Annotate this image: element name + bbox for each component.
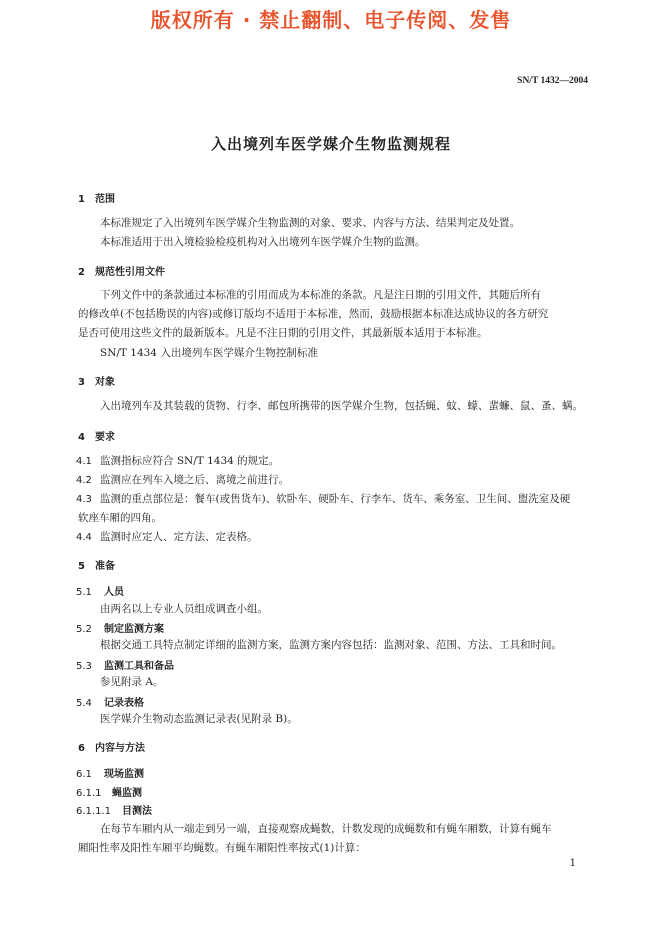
page-number: 1 bbox=[569, 858, 576, 869]
section-number: 3 bbox=[78, 377, 85, 388]
clause-text: 监测时应定人、定方法、定表格。 bbox=[100, 531, 258, 543]
section-title: 对象 bbox=[95, 377, 115, 388]
paragraph-line: 的修改单(不包括勘误的内容)或修订版均不适用于本标准，然而，鼓励根据本标准达成协议的各方研究 bbox=[78, 308, 549, 320]
paragraph-line: 厢阳性率及阳性车厢平均蝇数。有蝇车厢阳性率按式(1)计算： bbox=[78, 842, 366, 854]
clause-4-4 bbox=[76, 529, 258, 544]
clause-number: 4.4 bbox=[76, 532, 92, 543]
clause-number: 6.1.1.1 bbox=[76, 806, 111, 817]
document-title: 入出境列车医学媒介生物监测规程 bbox=[210, 135, 451, 153]
section-number: 4 bbox=[78, 432, 85, 443]
section-number: 1 bbox=[78, 194, 85, 205]
section-title: 内容与方法 bbox=[95, 743, 145, 754]
section-1-heading bbox=[78, 190, 115, 205]
section-4-heading bbox=[78, 428, 115, 443]
clause-5-1-heading bbox=[76, 583, 124, 598]
clause-title: 制定监测方案 bbox=[104, 624, 164, 635]
section-2-heading bbox=[78, 263, 165, 278]
clause-number: 5.3 bbox=[76, 661, 92, 672]
paragraph: 参见附录 A。 bbox=[100, 676, 164, 688]
clause-text: 监测的重点部位是：餐车(或售货车)、软卧车、硬卧车、行李车、货车、乘务室、卫生间、盥洗室及硬 bbox=[100, 493, 571, 505]
clause-title: 监测工具和备品 bbox=[104, 661, 174, 672]
clause-text: 监测应在列车入境之后、离境之前进行。 bbox=[100, 474, 289, 486]
section-title: 准备 bbox=[95, 561, 115, 572]
section-title: 规范性引用文件 bbox=[95, 267, 165, 278]
clause-number: 5.2 bbox=[76, 624, 92, 635]
section-title: 要求 bbox=[95, 432, 115, 443]
clause-number: 5.4 bbox=[76, 698, 92, 709]
standard-number: SN/T 1432—2004 bbox=[517, 76, 588, 86]
paragraph: 由两名以上专业人员组成调查小组。 bbox=[100, 603, 268, 615]
paragraph-line: 下列文件中的条款通过本标准的引用而成为本标准的条款。凡是注日期的引用文件，其随后所有 bbox=[100, 289, 541, 301]
clause-title: 记录表格 bbox=[104, 698, 144, 709]
clause-text: 监测指标应符合 SN/T 1434 的规定。 bbox=[100, 455, 280, 467]
section-3-heading bbox=[78, 373, 115, 388]
section-6-heading bbox=[78, 739, 145, 754]
section-number: 5 bbox=[78, 561, 85, 572]
paragraph: 医学媒介生物动态监测记录表(见附录 B)。 bbox=[100, 713, 298, 725]
clause-4-2 bbox=[76, 472, 289, 487]
copyright-banner: 版权所有 · 禁止翻制、电子传阅、发售 bbox=[150, 8, 512, 32]
section-title: 范围 bbox=[95, 194, 115, 205]
clause-number: 6.1.1 bbox=[76, 788, 102, 799]
normative-reference: SN/T 1434 入出境列车医学媒介生物控制标准 bbox=[100, 347, 318, 359]
paragraph-line: 在每节车厢内从一端走到另一端，直接观察成蝇数，计数发现的成蝇数和有蝇车厢数，计算有蝇车 bbox=[100, 823, 552, 835]
clause-number: 4.1 bbox=[76, 456, 92, 467]
section-number: 6 bbox=[78, 743, 85, 754]
clause-6-1-heading bbox=[76, 765, 144, 780]
clause-title: 现场监测 bbox=[104, 769, 144, 780]
clause-number: 6.1 bbox=[76, 769, 92, 780]
clause-4-3 bbox=[76, 491, 570, 506]
paragraph: 根据交通工具特点制定详细的监测方案，监测方案内容包括：监测对象、范围、方法、工具和时间。 bbox=[100, 639, 562, 651]
paragraph-line: 是否可使用这些文件的最新版本。凡是不注日期的引用文件，其最新版本适用于本标准。 bbox=[78, 327, 488, 339]
clause-number: 4.3 bbox=[76, 494, 92, 505]
clause-6-1-1-heading bbox=[76, 784, 142, 799]
paragraph: 本标准规定了入出境列车医学媒介生物监测的对象、要求、内容与方法、结果判定及处置。 bbox=[100, 217, 520, 229]
clause-4-1 bbox=[76, 453, 279, 468]
section-5-heading bbox=[78, 557, 115, 572]
clause-5-3-heading bbox=[76, 657, 174, 672]
clause-5-4-heading bbox=[76, 694, 144, 709]
clause-6-1-1-1-heading bbox=[76, 802, 152, 817]
clause-number: 5.1 bbox=[76, 587, 92, 598]
paragraph: 本标准适用于出入境检验检疫机构对入出境列车医学媒介生物的监测。 bbox=[100, 236, 426, 248]
clause-5-2-heading bbox=[76, 620, 164, 635]
clause-number: 4.2 bbox=[76, 475, 92, 486]
clause-title: 蝇监测 bbox=[112, 788, 142, 799]
clause-title: 目测法 bbox=[122, 806, 152, 817]
section-number: 2 bbox=[78, 267, 85, 278]
clause-continuation: 软座车厢的四角。 bbox=[78, 512, 162, 524]
paragraph: 入出境列车及其装载的货物、行李、邮包所携带的医学媒介生物，包括蝇、蚊、蠓、蜚蠊、鼠、蚤、螨。 bbox=[100, 400, 583, 412]
clause-title: 人员 bbox=[104, 587, 124, 598]
